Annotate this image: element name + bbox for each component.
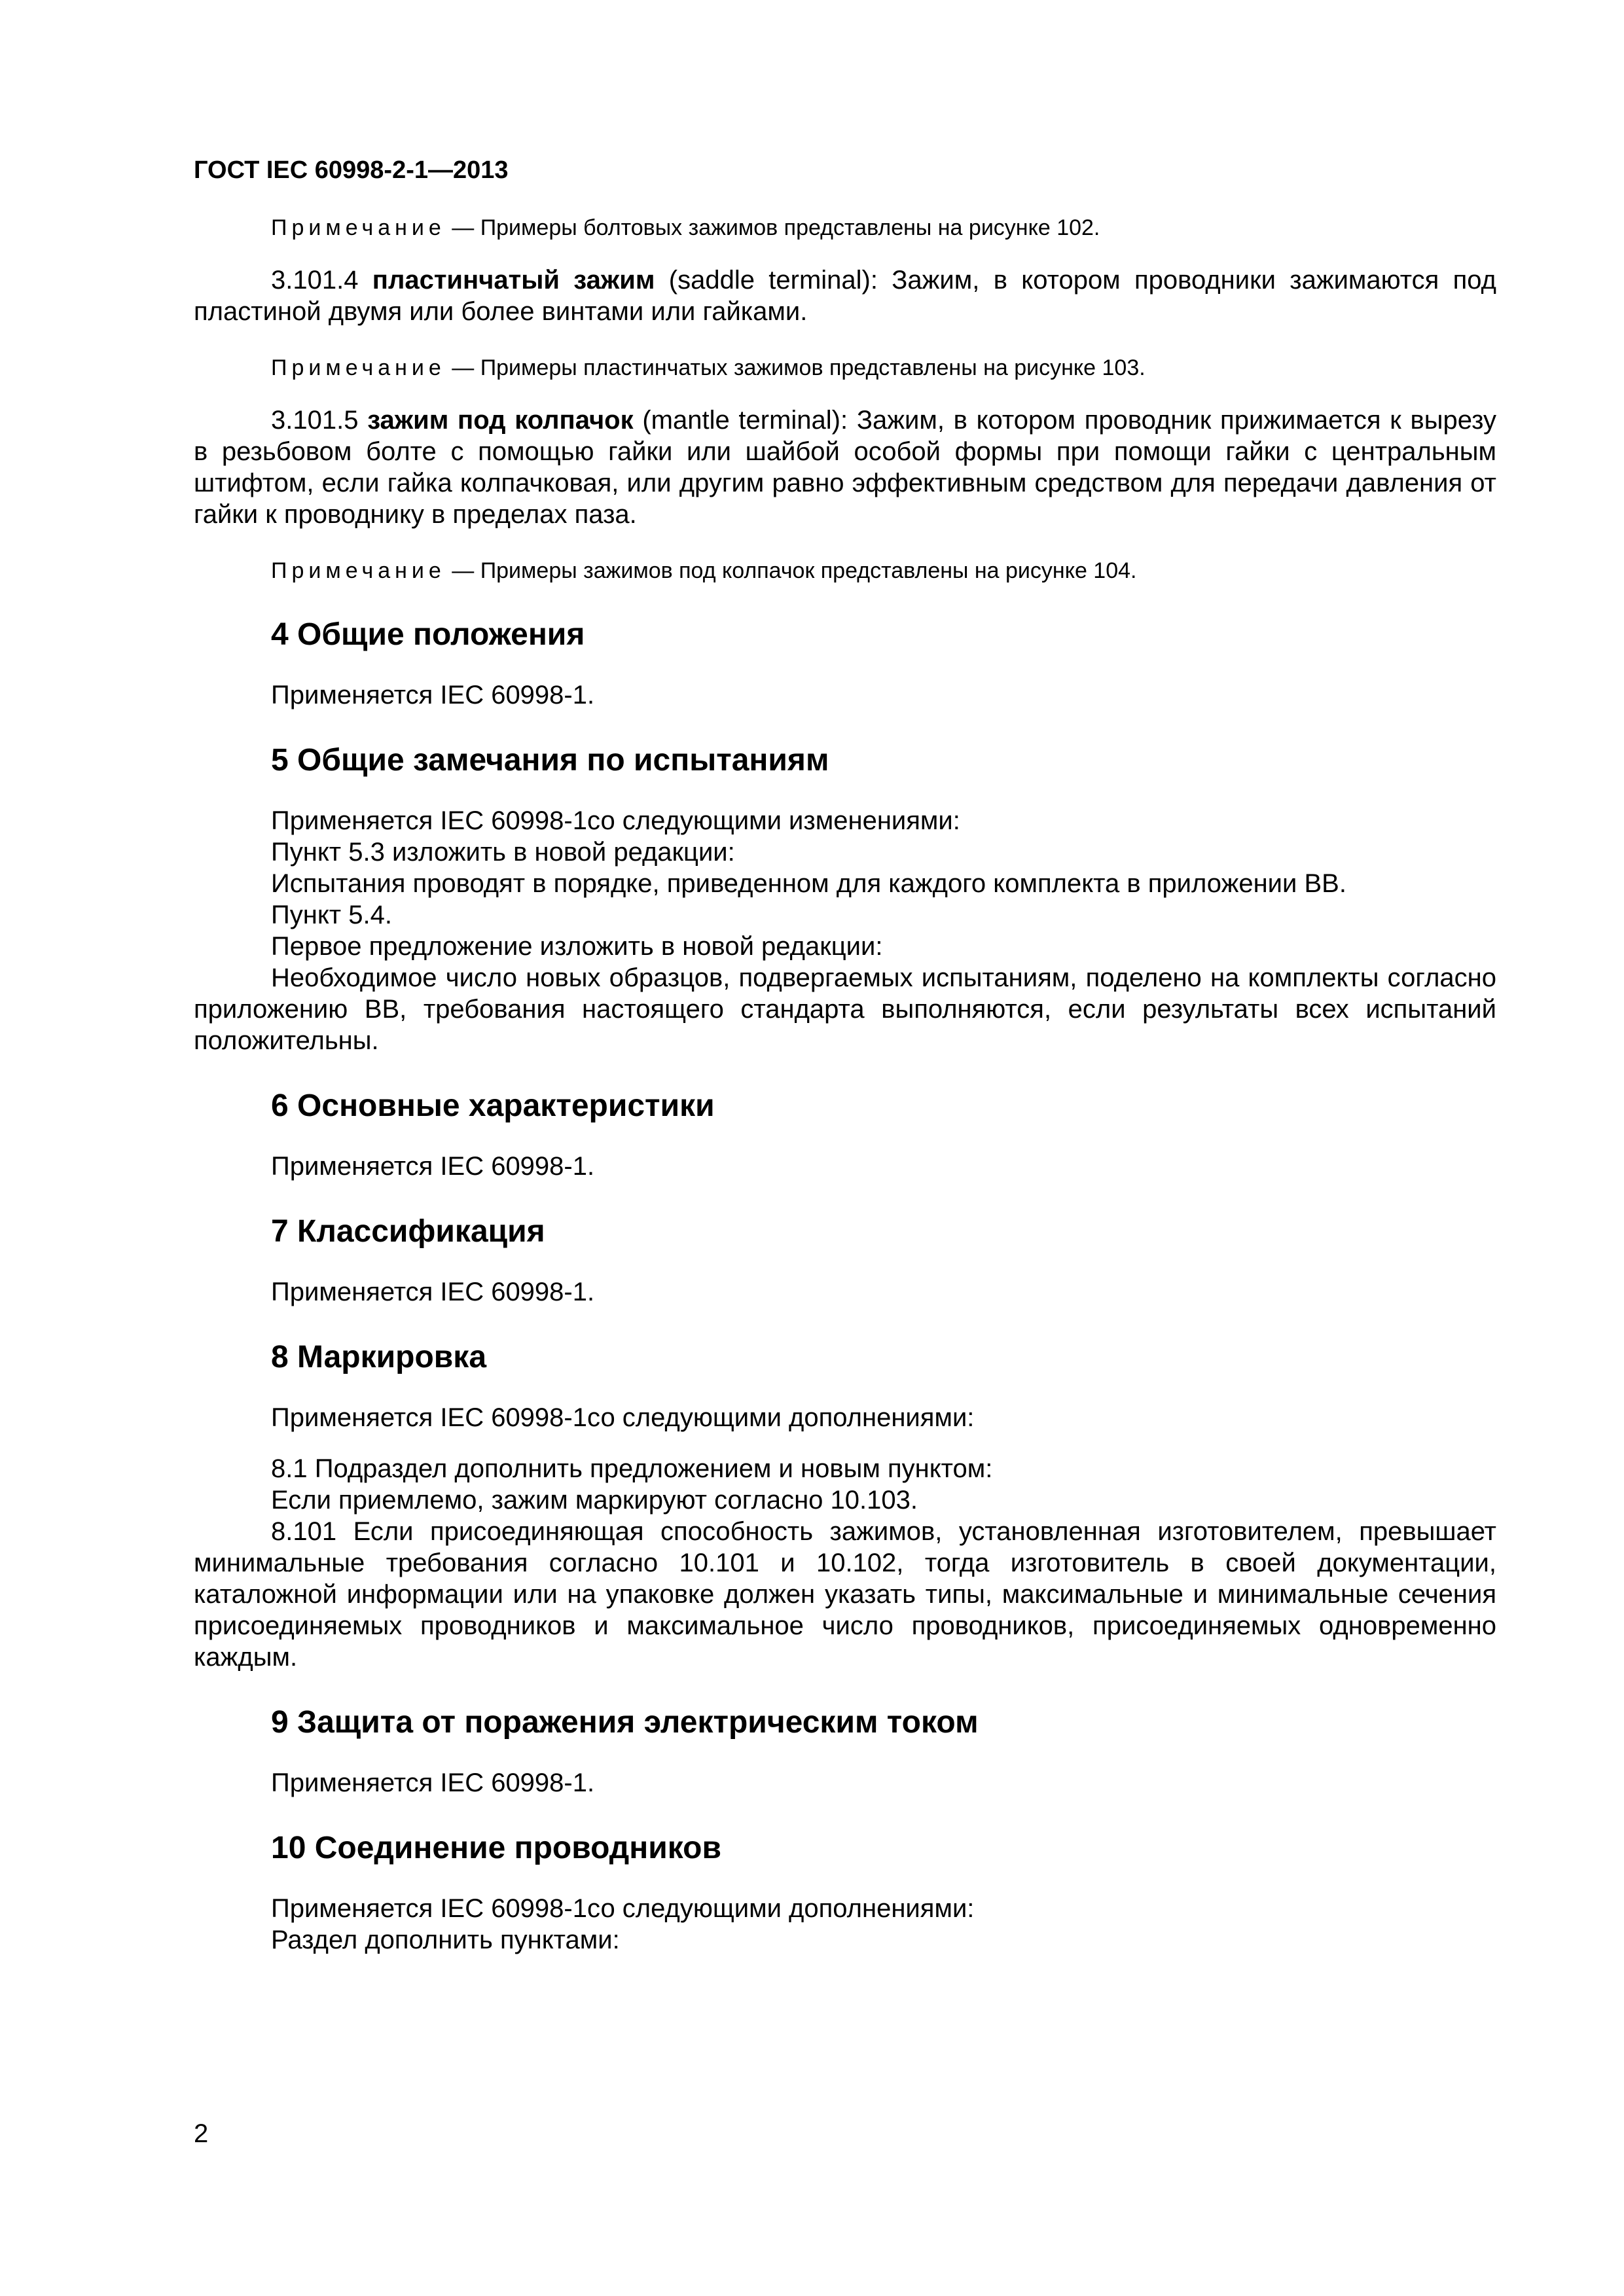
clause-definition: (saddle terminal): Зажим, в котором проводники зажимаются под пластиной двумя или более винтами или гайками. [194,266,1496,326]
section-7-heading: 7 Классификация [271,1214,545,1249]
note-saddle-terminals [194,353,1496,382]
section-9-text: Применяется IEC 60998-1. [271,1768,595,1797]
clause-number: 3.101.4 [271,266,359,295]
section-5-line-2: Пункт 5.3 изложить в новой редакции: [271,838,735,867]
document-header: ГОСТ IEC 60998-2-1—2013 [194,156,509,184]
note-label: Примечание [271,215,446,240]
document-body [194,213,1496,1956]
section-10-line-1: Применяется IEC 60998-1со следующими дополнениями: [271,1894,975,1923]
clause-number: 3.101.5 [271,406,359,435]
section-5-line-4: Пункт 5.4. [271,901,392,929]
note-label: Примечание [271,558,446,583]
section-5-line-3: Испытания проводят в порядке, приведенном для каждого комплекта в приложении BB. [271,869,1346,898]
note-text: — Примеры болтовых зажимов представлены на рисунке 102. [452,215,1100,240]
note-text: — Примеры пластинчатых зажимов представлены на рисунке 103. [452,355,1146,380]
clause-term: зажим под колпачок [367,406,634,435]
section-8-heading: 8 Маркировка [271,1340,487,1374]
section-6-heading: 6 Основные характеристики [271,1088,715,1123]
section-8-line-1: Применяется IEC 60998-1со следующими дополнениями: [271,1403,975,1432]
section-7-text: Применяется IEC 60998-1. [271,1278,595,1306]
section-6-text: Применяется IEC 60998-1. [271,1152,595,1181]
section-8-line-3: Если приемлемо, зажим маркируют согласно 10.103. [271,1486,918,1515]
section-5-paragraph: Необходимое число новых образцов, подвергаемых испытаниям, поделено на комплекты согласно приложению BB, требования настоящего стандарта выполняются, если результаты всех испытаний положительны. [194,963,1496,1055]
clause-3-101-5 [194,404,1496,530]
section-4-text: Применяется IEC 60998-1. [271,681,595,709]
clause-3-101-4 [194,264,1496,327]
section-8-line-2: 8.1 Подраздел дополнить предложением и новым пунктом: [271,1454,993,1483]
note-bolt-terminals [194,213,1496,242]
section-10-heading: 10 Соединение проводников [271,1831,721,1865]
section-5-line-5: Первое предложение изложить в новой редакции: [271,932,883,961]
section-10-line-2: Раздел дополнить пунктами: [271,1926,620,1954]
clause-definition: (mantle terminal): Зажим, в котором проводник прижимается к вырезу в резьбовом болте с помощью гайки или шайбой особой формы при помощи гайки с центральным штифтом, если гайка колпачковая, или другим равно эффективным средством для передачи давления от гайки к проводнику в пределах паза. [194,406,1496,529]
note-label: Примечание [271,355,446,380]
section-5-heading: 5 Общие замечания по испытаниям [271,743,829,778]
section-4-heading: 4 Общие положения [271,617,585,652]
section-9-heading: 9 Защита от поражения электрическим током [271,1705,979,1740]
clause-term: пластинчатый зажим [372,266,655,295]
note-text: — Примеры зажимов под колпачок представлены на рисунке 104. [452,558,1137,583]
page-number: 2 [194,2119,209,2148]
section-5-line-1: Применяется IEC 60998-1со следующими изменениями: [271,806,960,835]
section-8-paragraph: 8.101 Если присоединяющая способность зажимов, установленная изготовителем, превышает минимальные требования согласно 10.101 и 10.102, тогда изготовитель в своей документации, каталожной информации или на упаковке должен указать типы, максимальные и минимальные сечения присоединяемых проводников и максимальное число проводников, присоединяемых одновременно каждым. [194,1517,1496,1672]
note-mantle-terminals [194,556,1496,585]
